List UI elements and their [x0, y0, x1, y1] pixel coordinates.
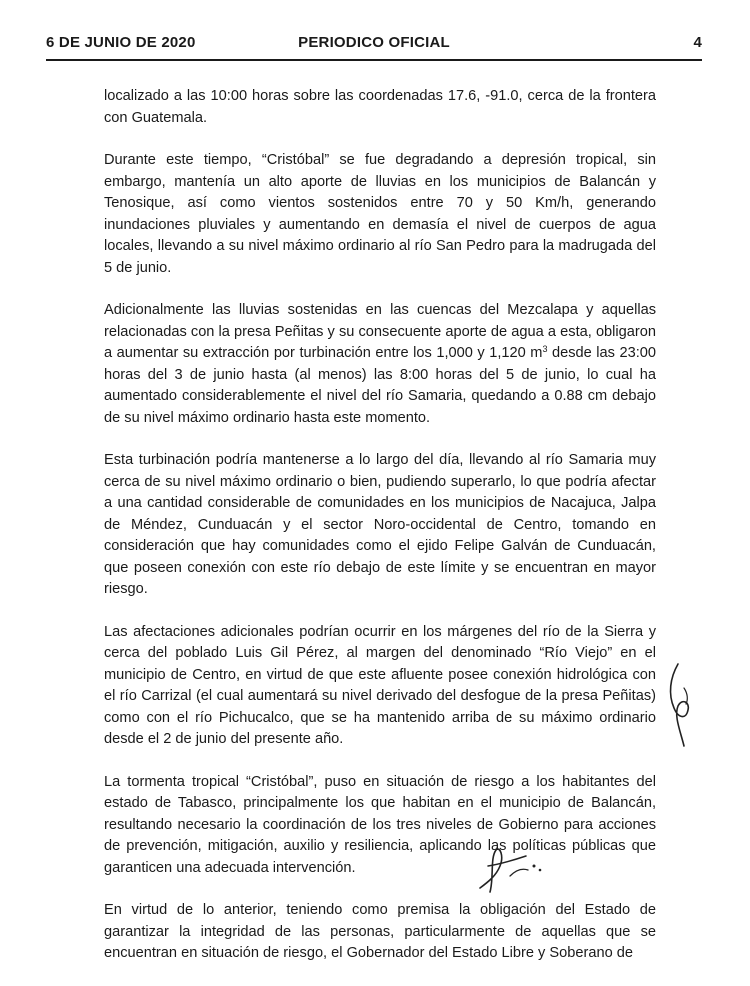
document-body — [104, 86, 656, 986]
paragraph-1: localizado a las 10:00 horas sobre las coordenadas 17.6, -91.0, cerca de la frontera con Guatemala. — [104, 88, 656, 126]
margin-signature — [664, 660, 696, 750]
bottom-signature — [470, 836, 560, 896]
page-header — [46, 34, 702, 56]
paragraph-2: Durante este tiempo, “Cristóbal” se fue degradando a depresión tropical, sin embargo, mantenía un alto aporte de lluvias en los municipios de Balancán y Tenosique, así como vientos sostenidos entre 70 y 50 Km/h, generando inundaciones pluviales y aumentando en demasía el nivel de cuerpos de agua locales, llevando a su nivel máximo ordinario al río San Pedro para la madrugada del 5 de junio. — [104, 152, 656, 276]
paragraph-7: En virtud de lo anterior, teniendo como premisa la obligación del Estado de garantizar la integridad de las personas, particularmente de aquellas que se encuentran en situación de riesgo, el Gobernador del Estado Libre y Soberano de — [104, 902, 656, 961]
paragraph-6: La tormenta tropical “Cristóbal”, puso en situación de riesgo a los habitantes del estado de Tabasco, principalmente los que habitan en el municipio de Balancán, resultando necesario la coordinación de los tres niveles de Gobierno para acciones de prevención, mitigación, auxilio y resiliencia, aplicando las políticas públicas que garanticen una adecuada intervención. — [104, 773, 656, 876]
paragraph-4: Esta turbinación podría mantenerse a lo largo del día, llevando al río Samaria muy cerca de su nivel máximo ordinario o bien, pudiendo superarlo, lo que podría afectar a una cantidad considerable de comunidades en los municipios de Nacajuca, Jalpa de Méndez, Cunduacán y el sector Noro-occidental de Centro, tomando en consideración que hay comunidades como el ejido Felipe Galván de Cunduacán, que poseen conexión con este río debajo de este límite y se encuentran en mayor riesgo. — [104, 452, 656, 597]
cubic-superscript: 3 — [542, 344, 548, 354]
publication-title: PERIODICO OFICIAL — [298, 34, 450, 51]
paragraph-3-part-1: Adicionalmente las lluvias sostenidas en las cuencas del Mezcalapa y aquellas relacionadas con la presa Peñitas y su consecuente aporte de agua a esta, obligaron a aumentar su extracción por turbinación entre los 1,000 y 1,120 m — [104, 302, 656, 361]
paragraph-3-part-2: desde las 23:00 horas del 3 de junio hasta (al menos) las 8:00 horas del 5 de junio, lo cual ha aumentado considerablemente el nivel del río Samaria, quedando a 0.88 cm debajo de su nivel máximo ordinario hasta este momento. — [104, 345, 656, 426]
page-number: 4 — [693, 34, 702, 51]
header-date: 6 DE JUNIO DE 2020 — [46, 34, 196, 51]
paragraph-5: Las afectaciones adicionales podrían ocurrir en los márgenes del río de la Sierra y cerca del poblado Luis Gil Pérez, al margen del denominado “Río Viejo” en el municipio de Centro, en virtud de que este afluente posee conexión hidrológica con el río Carrizal (el cual aumentará su nivel derivado del desfogue de la presa Peñitas) como con el río Pichucalco, que se ha mantenido arriba de su máximo ordinario desde el 2 de junio del presente año. — [104, 623, 656, 747]
paragraph-3 — [104, 300, 656, 429]
header-rule — [46, 59, 702, 61]
